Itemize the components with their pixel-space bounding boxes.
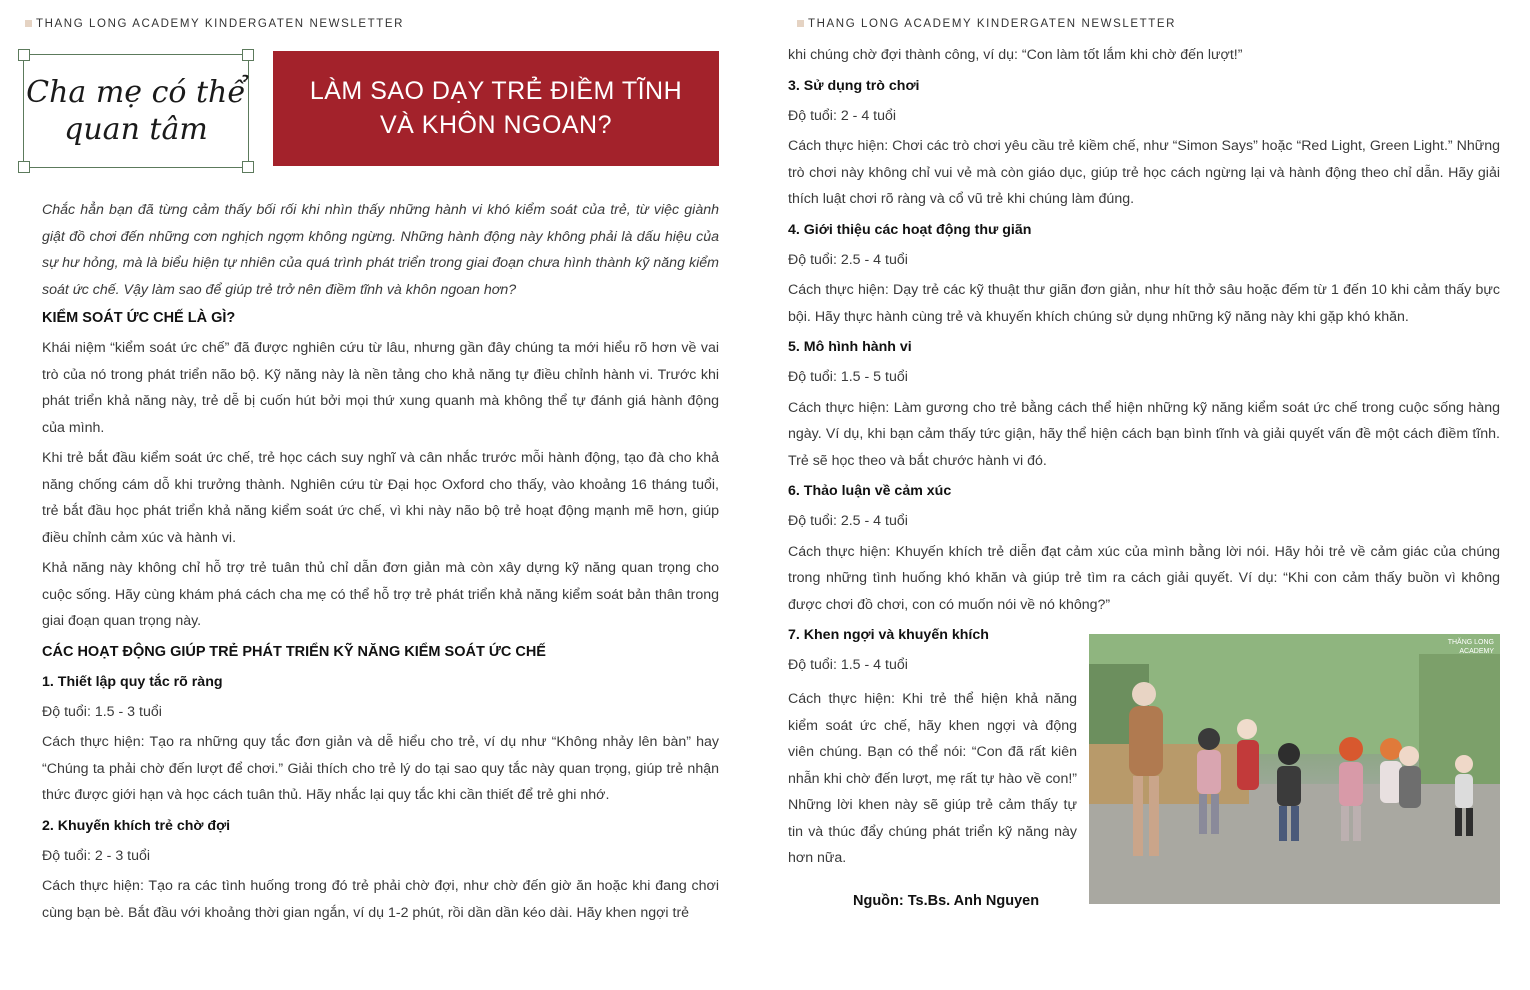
activity-age: Độ tuổi: 2.5 - 4 tuổi (788, 251, 908, 268)
activity-title: 2. Khuyến khích trẻ chờ đợi (42, 817, 231, 834)
header-left-text: THANG LONG ACADEMY KINDERGATEN NEWSLETTER (36, 18, 405, 30)
paragraph: Khi trẻ bắt đầu kiểm soát ức chế, trẻ học cách suy nghĩ và cân nhắc trước mỗi hành động, tạo đà cho khả năng chống cám dỗ khi trưởng thành. Nghiên cứu từ Đại học Oxford cho thấy, vào khoảng 16 tháng tuổi, trẻ bắt đầu học phát triển khả năng kiểm soát ức chế, vì khi này não bộ trẻ hoạt động mạnh mẽ hơn, giúp điều chỉnh cảm xúc và hành vi. (42, 450, 719, 546)
continued-text: khi chúng chờ đợi thành công, ví dụ: “Con làm tốt lắm khi chờ đến lượt!” (788, 47, 1243, 63)
column-title-box (23, 54, 249, 168)
column-title-line1: Cha mẹ có thể (26, 74, 246, 110)
activity-age: Độ tuổi: 2 - 4 tuổi (788, 107, 897, 124)
source-credit: Nguồn: Ts.Bs. Anh Nguyen (853, 893, 1040, 909)
article-title-line2: VÀ KHÔN NGOAN? (379, 110, 613, 139)
activity-title: 7. Khen ngợi và khuyến khích (788, 627, 989, 643)
intro-paragraph: Chắc hẳn bạn đã từng cảm thấy bối rối khi nhìn thấy những hành vi khó kiểm soát của trẻ, từ việc giành giật đồ chơi đến những cơn nghịch ngợm không ngừng. Những hành động này không phải là dấu hiệu của sự hư hỏng, mà là biểu hiện tự nhiên của quá trình phát triển trong giai đoạn chưa hình thành kỹ năng kiểm soát ức chế. Vậy làm sao để giúp trẻ trở nên điềm tĩnh và khôn ngoan hơn? (42, 202, 719, 298)
article-title-banner (273, 51, 719, 166)
header-right-text: THANG LONG ACADEMY KINDERGATEN NEWSLETTER (808, 18, 1177, 30)
activity-title: 3. Sử dụng trò chơi (788, 77, 920, 94)
header-square-icon (25, 20, 32, 27)
photo-illustration (1089, 634, 1500, 904)
left-column (42, 197, 719, 930)
activity-title: 5. Mô hình hành vi (788, 339, 912, 355)
paragraph: Khái niệm “kiểm soát ức chế” đã được nghiên cứu từ lâu, nhưng gần đây chúng ta mới hiểu rõ hơn về vai trò của nó trong phát triển não bộ. Kỹ năng này là nền tảng cho khả năng tự điều chỉnh hành vi. Trước khi phát triển khả năng này, trẻ dễ bị cuốn hút bởi mọi thứ xung quanh mà không thể tự đánh giá hành động của mình. (42, 340, 719, 436)
section-heading: KIỂM SOÁT ỨC CHẾ LÀ GÌ? (42, 310, 236, 326)
corner-ornament (242, 49, 254, 61)
paragraph: Khả năng này không chỉ hỗ trợ trẻ tuân thủ chỉ dẫn đơn giản mà còn xây dựng kỹ năng quan trọng cho cuộc sống. Hãy cùng khám phá cách cha mẹ có thể hỗ trợ trẻ phát triển khả năng kiểm soát bản thân trong giai đoạn quan trọng này. (42, 560, 719, 629)
academy-logo (1448, 638, 1494, 656)
activity-text: Cách thực hiện: Tạo ra những quy tắc đơn giản và dễ hiểu cho trẻ, ví dụ như “Không nhảy lên bàn” hay “Chúng ta phải chờ đến lượt để chơi.” Giải thích cho trẻ lý do tại sao quy tắc này quan trọng, giúp trẻ nhận thức được giới hạn và học cách tuân thủ. Hãy nhắc lại quy tắc khi cần thiết để trẻ ghi nhớ. (42, 734, 719, 803)
children-playing-photo (1089, 634, 1500, 904)
activity-age: Độ tuổi: 1.5 - 3 tuổi (42, 703, 162, 720)
activity-text: Cách thực hiện: Dạy trẻ các kỹ thuật thư giãn đơn giản, như hít thở sâu hoặc đếm từ 1 đến 10 khi cảm thấy bực bội. Hãy thực hành cùng trẻ và khuyến khích chúng sử dụng những kỹ năng này khi gặp khó khăn. (788, 282, 1500, 325)
activity-title: 6. Thảo luận về cảm xúc (788, 483, 952, 499)
activity-text: Cách thực hiện: Làm gương cho trẻ bằng cách thể hiện những kỹ năng kiểm soát ức chế trong cuộc sống hàng ngày. Ví dụ, khi bạn cảm thấy tức giận, hãy thể hiện cách bạn bình tĩnh và giải quyết vấn đề một cách điềm tĩnh. Trẻ sẽ học theo và bắt chước hành vi đó. (788, 399, 1500, 469)
activity-title: 1. Thiết lập quy tắc rõ ràng (42, 673, 223, 690)
corner-ornament (18, 161, 30, 173)
newsletter-header-right (797, 18, 1176, 30)
activity-age: Độ tuổi: 2.5 - 4 tuổi (788, 513, 908, 529)
column-title-line2: quan tâm (64, 112, 208, 147)
logo-line1: THĂNG LONG (1447, 639, 1494, 646)
activity-age: Độ tuổi: 2 - 3 tuổi (42, 847, 151, 864)
activity-text: Cách thực hiện: Khuyến khích trẻ diễn đạt cảm xúc của mình bằng lời nói. Hãy hỏi trẻ về cảm giác của chúng trong những tình huống khó khăn và giúp trẻ tìm ra cách giải quyết. Ví dụ: “Khi con cảm thấy buồn vì không được chơi đồ chơi, con có muốn nói về nó không?” (788, 543, 1500, 613)
newsletter-header-left (25, 18, 404, 30)
logo-line2: ACADEMY (1459, 648, 1494, 655)
activity-age: Độ tuổi: 1.5 - 5 tuổi (788, 369, 908, 385)
activity-age: Độ tuổi: 1.5 - 4 tuổi (788, 657, 908, 673)
corner-ornament (18, 49, 30, 61)
activity-text: Cách thực hiện: Chơi các trò chơi yêu cầu trẻ kiềm chế, như “Simon Says” hoặc “Red Light, Green Light.” Những trò chơi này không chỉ vui vẻ mà còn giáo dục, giúp trẻ học cách ngừng lại và hành động theo chỉ dẫn. Hãy giải thích luật chơi rõ ràng và cổ vũ trẻ khi chúng làm đúng. (788, 138, 1500, 207)
header-square-icon (797, 20, 804, 27)
right-column (788, 42, 1500, 683)
corner-ornament (242, 161, 254, 173)
activity-title: 4. Giới thiệu các hoạt động thư giãn (788, 221, 1032, 238)
activity-text: Cách thực hiện: Khi trẻ thể hiện khả năng kiểm soát ức chế, hãy khen ngợi và động viên chúng. Bạn có thể nói: “Con đã rất kiên nhẫn khi chờ đến lượt, mẹ rất tự hào về con!” Những lời khen này sẽ giúp trẻ cảm thấy tự tin và thúc đẩy chúng phát triển kỹ năng này hơn nữa. (788, 691, 1077, 866)
activity-text: Cách thực hiện: Tạo ra các tình huống trong đó trẻ phải chờ đợi, như chờ đến giờ ăn hoặc khi đang chơi cùng bạn bè. Bắt đầu với khoảng thời gian ngắn, ví dụ 1-2 phút, rồi dần dần kéo dài. Hãy khen ngợi trẻ (42, 878, 719, 921)
article-title-line1: LÀM SAO DẠY TRẺ ĐIỀM TĨNH (309, 76, 683, 105)
section-heading: CÁC HOẠT ĐỘNG GIÚP TRẺ PHÁT TRIỂN KỸ NĂNG KIỂM SOÁT ỨC CHẾ (42, 643, 546, 660)
